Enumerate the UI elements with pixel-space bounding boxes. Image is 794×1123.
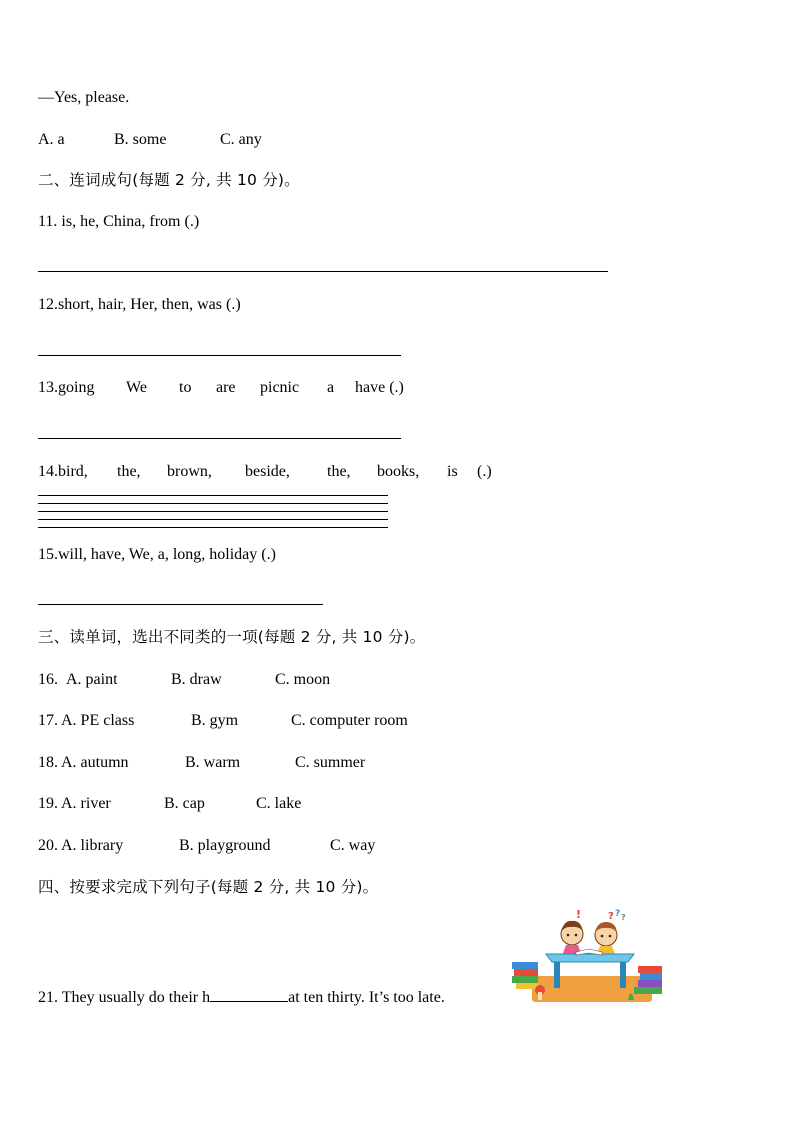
q13-word: a	[327, 379, 335, 396]
book	[638, 966, 662, 973]
q12-answer-line	[38, 355, 401, 356]
q13-text	[38, 378, 404, 398]
q14-text	[38, 462, 492, 482]
desk-top	[546, 954, 634, 962]
q14-answer-line	[38, 495, 388, 496]
q16-number: 16.	[38, 671, 58, 688]
section3-heading: 三、读单词，选出不同类的一项(每题 2 分, 共 10 分)。	[38, 628, 426, 646]
q13-word: We	[126, 379, 147, 396]
q14-word: the,	[327, 463, 351, 480]
q17-number: 17.	[38, 712, 58, 729]
q11-answer-line	[38, 271, 608, 272]
q10-options	[38, 130, 262, 150]
children-studying-illustration	[510, 908, 664, 1004]
section4-heading: 四、按要求完成下列句子(每题 2 分, 共 10 分)。	[38, 878, 379, 896]
q20-option-c: C. way	[330, 837, 376, 854]
q15-text: 15.will, have, We, a, long, holiday (.)	[38, 546, 276, 563]
q13-word: 13.going	[38, 379, 95, 396]
girl-eye	[575, 934, 578, 937]
book	[634, 987, 662, 994]
q13-word: have (.)	[355, 379, 404, 396]
q18-row	[38, 753, 365, 773]
q20-number: 20.	[38, 837, 58, 854]
question-mark-icon: ?	[608, 911, 614, 922]
q16-option-b: B. draw	[171, 671, 222, 688]
q14-word: books,	[377, 463, 420, 480]
q14-word: the,	[117, 463, 141, 480]
q20-option-a: A. library	[61, 837, 124, 854]
q19-option-a: A. river	[61, 795, 111, 812]
question-mark-icon: ?	[615, 909, 621, 919]
q13-word: are	[216, 379, 236, 396]
q16-option-c: C. moon	[275, 671, 331, 688]
book	[512, 962, 538, 969]
q14-answer-line	[38, 519, 388, 520]
q18-option-b: B. warm	[185, 754, 241, 771]
q17-option-b: B. gym	[191, 712, 239, 729]
book	[516, 983, 538, 989]
book	[512, 976, 538, 983]
q21-text	[38, 987, 445, 1008]
q13-word: picnic	[260, 379, 300, 396]
q19-option-b: B. cap	[164, 795, 205, 812]
q13-word: to	[179, 379, 192, 396]
q17-option-a: A. PE class	[61, 712, 135, 729]
q21-text-start: 21. They usually do their h	[38, 989, 211, 1006]
q18-option-a: A. autumn	[61, 754, 129, 771]
q10-option-a: A. a	[38, 131, 65, 148]
q14-answer-line	[38, 503, 388, 504]
q14-word: (.)	[477, 463, 492, 480]
q16-row	[38, 670, 330, 690]
q10-option-b: B. some	[114, 131, 167, 148]
q16-option-a: A. paint	[66, 671, 118, 688]
q10-option-c: C. any	[220, 131, 262, 148]
q17-option-c: C. computer room	[291, 712, 408, 729]
q10-answer: —Yes, please.	[38, 89, 130, 106]
book	[640, 973, 662, 980]
desk-leg	[620, 962, 626, 988]
q21-blank	[210, 987, 288, 1002]
book	[638, 980, 662, 987]
q19-row	[38, 794, 301, 814]
boy-eye	[609, 935, 612, 938]
section2-heading: 二、连词成句(每题 2 分, 共 10 分)。	[38, 171, 300, 189]
q21-text-end: at ten thirty. It’s too late.	[288, 989, 445, 1006]
mushroom-stem	[538, 992, 542, 1000]
q14-answer-line	[38, 527, 388, 528]
q18-option-c: C. summer	[295, 754, 366, 771]
q11-text: 11. is, he, China, from (.)	[38, 213, 200, 230]
q14-word: beside,	[245, 463, 290, 480]
q13-answer-line	[38, 438, 401, 439]
q20-row	[38, 836, 375, 856]
book	[514, 969, 538, 976]
q15-answer-line	[38, 604, 323, 605]
q14-word: 14.bird,	[38, 463, 88, 480]
exclamation-mark-icon: !	[576, 908, 582, 921]
q12-text: 12.short, hair, Her, then, was (.)	[38, 296, 241, 313]
q14-word: is	[447, 463, 458, 480]
desk-leg	[554, 962, 560, 988]
question-mark-icon: ?	[621, 913, 626, 922]
boy-eye	[601, 935, 604, 938]
girl-eye	[567, 934, 570, 937]
q20-option-b: B. playground	[179, 837, 271, 854]
q19-option-c: C. lake	[256, 795, 302, 812]
q18-number: 18.	[38, 754, 58, 771]
q14-answer-line	[38, 511, 388, 512]
q14-word: brown,	[167, 463, 212, 480]
q19-number: 19.	[38, 795, 58, 812]
q17-row	[38, 711, 408, 731]
